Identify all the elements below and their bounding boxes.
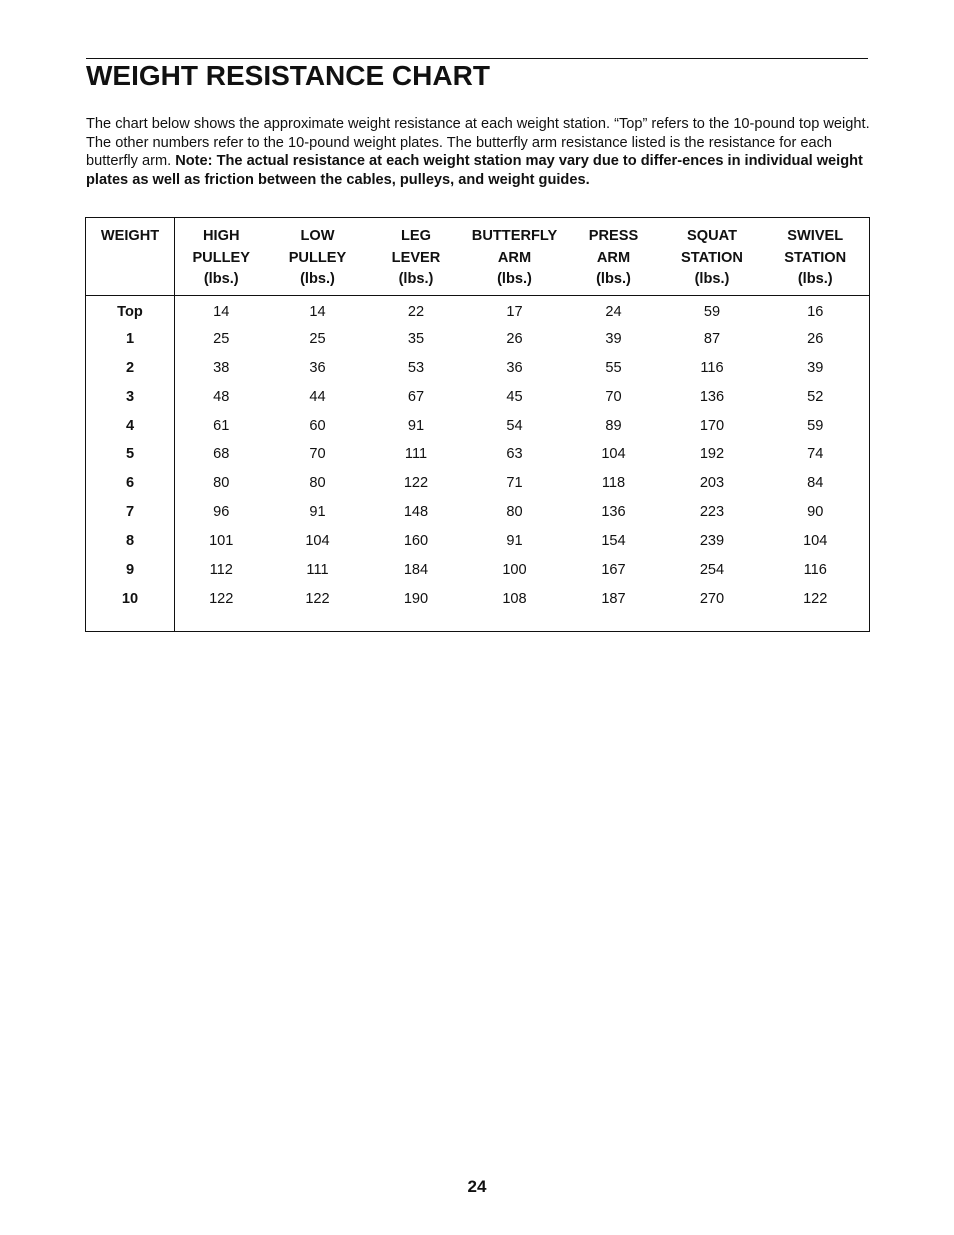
- resistance-cell: 118: [601, 475, 626, 492]
- resistance-cell: 203: [699, 475, 725, 492]
- resistance-cell: 112: [209, 561, 233, 578]
- column-header-line: (lbs.): [797, 271, 833, 287]
- resistance-cell: 136: [699, 388, 725, 405]
- resistance-cell: 45: [506, 388, 523, 405]
- spacer-cell: [465, 613, 565, 631]
- column-header-line: SWIVEL: [787, 228, 844, 244]
- column-header-line: (lbs.): [300, 271, 335, 287]
- table-row: [86, 353, 870, 382]
- column-header: [368, 218, 465, 296]
- resistance-cell: 14: [309, 304, 326, 321]
- resistance-cell: 14: [213, 304, 230, 321]
- column-header-line: BUTTERFLY: [471, 228, 558, 244]
- resistance-cell: 17: [506, 304, 523, 321]
- resistance-cell: 122: [305, 590, 330, 607]
- column-header-line: STATION: [784, 249, 847, 266]
- weight-label-cell: 3: [86, 382, 175, 411]
- column-header-line: PRESS: [588, 228, 639, 244]
- column-header-line: STATION: [681, 249, 743, 266]
- column-header-line: SQUAT: [687, 228, 737, 244]
- table-row: [86, 498, 870, 527]
- spacer-cell: [268, 613, 368, 631]
- column-header-line: PULLEY: [192, 249, 251, 266]
- weight-resistance-table: [85, 217, 870, 632]
- resistance-cell: 80: [309, 475, 326, 492]
- table-row: [86, 527, 870, 556]
- weight-label-cell: 1: [86, 324, 175, 353]
- spacer-cell: [175, 613, 268, 631]
- column-header-line: (lbs.): [398, 271, 434, 287]
- intro-paragraph: [86, 115, 870, 189]
- resistance-cell: 36: [309, 359, 326, 376]
- spacer-cell: [762, 613, 870, 631]
- table-row: [86, 440, 870, 469]
- resistance-cell: 104: [803, 533, 828, 550]
- resistance-cell: 55: [605, 359, 622, 376]
- page-title: WEIGHT RESISTANCE CHART: [86, 60, 490, 91]
- weight-label-cell: 6: [86, 469, 175, 498]
- resistance-cell: 60: [309, 417, 326, 434]
- spacer-cell: [86, 613, 175, 631]
- resistance-cell: 96: [213, 504, 230, 521]
- spacer-cell: [368, 613, 465, 631]
- resistance-cell: 80: [506, 504, 523, 521]
- resistance-cell: 84: [807, 475, 824, 492]
- column-header: [663, 218, 762, 296]
- resistance-cell: 70: [605, 388, 622, 405]
- resistance-cell: 254: [699, 561, 725, 578]
- weight-label-cell: 7: [86, 498, 175, 527]
- column-header: [268, 218, 368, 296]
- resistance-cell: 16: [807, 304, 824, 321]
- column-header: [86, 218, 175, 296]
- table-row: [86, 556, 870, 585]
- column-header-line: LOW: [300, 228, 335, 244]
- page-number: 24: [467, 1177, 487, 1196]
- resistance-cell: 116: [803, 561, 827, 578]
- resistance-cell: 61: [213, 417, 230, 434]
- weight-label-cell: 8: [86, 527, 175, 556]
- intro-text: The chart below shows the approximate weight resistance at each weight station. “Top” refers to the 10-pound top weight. The other numbers refer to the 10-pound weight plates. The butterfly arm resistance listed is the resistance for each butterfly arm.: [86, 116, 870, 170]
- resistance-cell: 154: [601, 533, 626, 550]
- column-header-line: HIGH: [203, 228, 240, 244]
- column-header-line: WEIGHT: [100, 228, 160, 244]
- resistance-cell: 91: [309, 504, 326, 521]
- resistance-cell: 39: [807, 359, 824, 376]
- resistance-cell: 35: [407, 330, 425, 347]
- table-row: [86, 584, 870, 613]
- resistance-cell: 148: [403, 504, 429, 521]
- column-header: [762, 218, 870, 296]
- resistance-cell: 187: [601, 590, 626, 607]
- resistance-cell: 36: [506, 359, 523, 376]
- resistance-cell: 71: [506, 475, 523, 492]
- table-row: [86, 296, 870, 325]
- resistance-cell: 52: [807, 388, 824, 405]
- resistance-cell: 270: [699, 590, 725, 607]
- resistance-cell: 24: [605, 304, 622, 321]
- column-header-line: ARM: [596, 249, 631, 266]
- column-header-line: (lbs.): [596, 271, 631, 287]
- resistance-cell: 90: [807, 504, 824, 521]
- resistance-cell: 48: [213, 388, 230, 405]
- weight-label-cell: 2: [86, 353, 175, 382]
- column-header-line: PULLEY: [288, 249, 347, 266]
- resistance-cell: 22: [407, 304, 425, 321]
- resistance-cell: 89: [605, 417, 622, 434]
- resistance-cell: 190: [403, 590, 429, 607]
- resistance-cell: 184: [403, 561, 429, 578]
- column-header-line: (lbs.): [203, 271, 239, 287]
- resistance-cell: 170: [699, 417, 725, 434]
- resistance-cell: 91: [506, 533, 523, 550]
- spacer-cell: [565, 613, 663, 631]
- table-spacer-row: [86, 613, 870, 631]
- resistance-cell: 104: [305, 533, 330, 550]
- resistance-cell: 104: [601, 446, 626, 463]
- resistance-cell: 68: [213, 446, 230, 463]
- column-header: [175, 218, 268, 296]
- column-header-line: LEG: [401, 228, 431, 244]
- table-row: [86, 469, 870, 498]
- column-header-line: (lbs.): [497, 271, 532, 287]
- resistance-cell: 26: [807, 330, 824, 347]
- resistance-cell: 122: [209, 590, 234, 607]
- resistance-cell: 70: [309, 446, 326, 463]
- resistance-cell: 192: [699, 446, 725, 463]
- resistance-cell: 74: [807, 446, 824, 463]
- weight-label-cell: 9: [86, 556, 175, 585]
- weight-label-cell: Top: [86, 296, 175, 325]
- resistance-cell: 59: [703, 304, 721, 321]
- resistance-cell: 26: [506, 330, 523, 347]
- resistance-cell: 63: [506, 446, 523, 463]
- resistance-cell: 100: [502, 561, 527, 578]
- resistance-cell: 136: [601, 504, 626, 521]
- resistance-cell: 59: [807, 417, 824, 434]
- weight-label-cell: 5: [86, 440, 175, 469]
- table-row: [86, 382, 870, 411]
- resistance-cell: 25: [213, 330, 230, 347]
- resistance-cell: 223: [699, 504, 725, 521]
- resistance-cell: 160: [403, 533, 429, 550]
- column-header: [565, 218, 663, 296]
- resistance-cell: 111: [306, 561, 329, 578]
- column-header: [465, 218, 565, 296]
- resistance-cell: 80: [213, 475, 230, 492]
- resistance-cell: 91: [407, 417, 425, 434]
- weight-label-cell: 4: [86, 411, 175, 440]
- resistance-cell: 101: [209, 533, 234, 550]
- table-row: [86, 411, 870, 440]
- resistance-cell: 111: [404, 446, 428, 463]
- weight-label-cell: 10: [86, 584, 175, 613]
- resistance-cell: 39: [605, 330, 622, 347]
- resistance-cell: 239: [699, 533, 725, 550]
- column-header-line: LEVER: [391, 249, 441, 266]
- table-row: [86, 324, 870, 353]
- resistance-cell: 25: [309, 330, 326, 347]
- resistance-cell: 67: [407, 388, 425, 405]
- column-header-line: ARM: [497, 249, 532, 266]
- resistance-cell: 167: [601, 561, 626, 578]
- table-body: [86, 296, 870, 632]
- resistance-cell: 122: [803, 590, 828, 607]
- resistance-cell: 44: [309, 388, 326, 405]
- resistance-cell: 53: [407, 359, 425, 376]
- resistance-cell: 108: [502, 590, 527, 607]
- table-header-row: [86, 218, 870, 296]
- column-header-line: (lbs.): [694, 271, 730, 287]
- resistance-cell: 116: [700, 359, 724, 376]
- resistance-cell: 87: [703, 330, 721, 347]
- intro-note: Note: The actual resistance at each weight station may vary due to differ-ences in individual weight plates as well as friction between the cables, pulleys, and weight guides.: [86, 153, 863, 188]
- resistance-cell: 38: [213, 359, 230, 376]
- spacer-cell: [663, 613, 762, 631]
- resistance-cell: 54: [506, 417, 523, 434]
- resistance-cell: 122: [403, 475, 429, 492]
